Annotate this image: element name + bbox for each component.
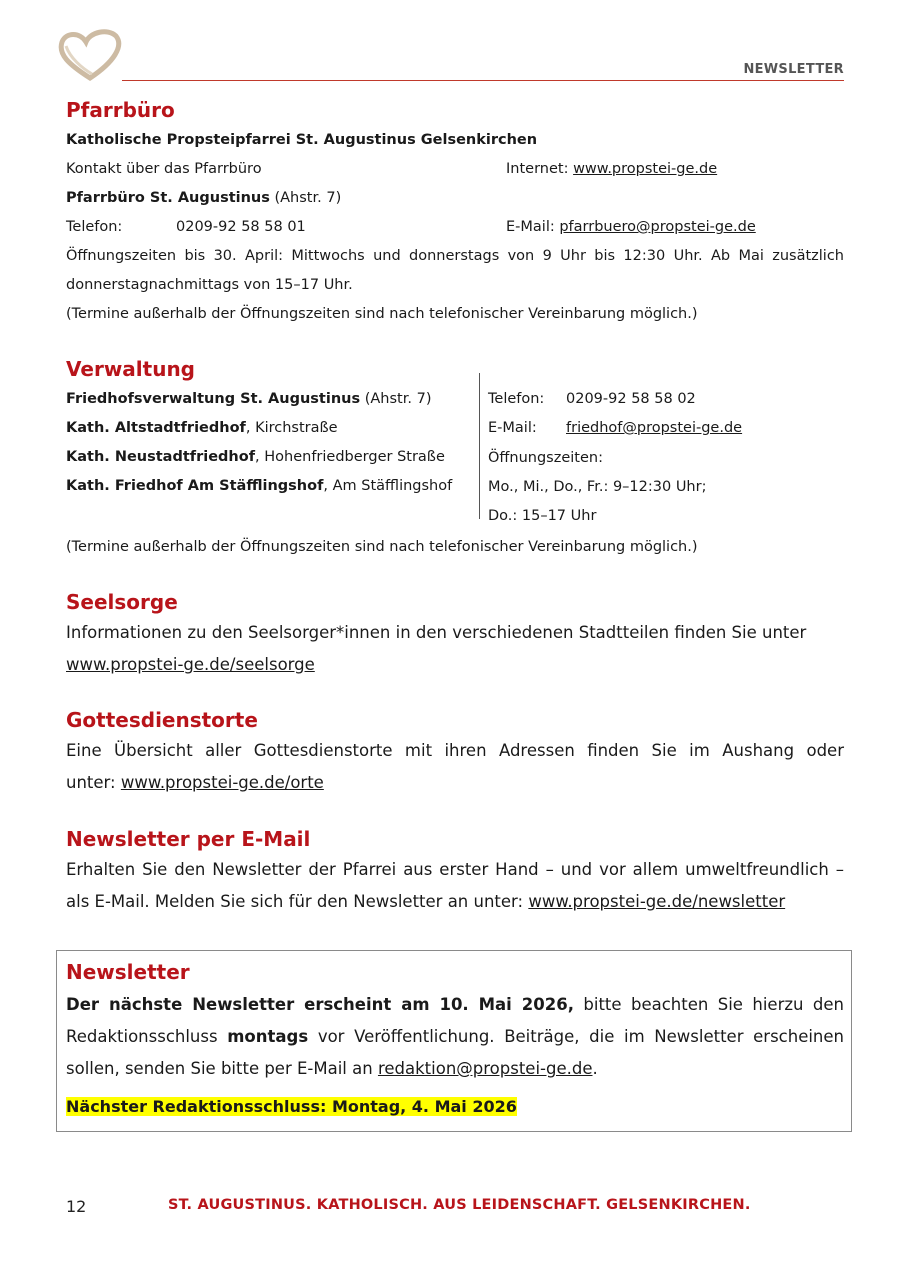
section-title: Verwaltung bbox=[66, 357, 195, 381]
hours-text-2: donnerstagnachmittags von 15–17 Uhr. bbox=[66, 277, 353, 293]
phone-number: 0209-92 58 58 01 bbox=[176, 219, 306, 235]
section-verwaltung bbox=[66, 356, 844, 562]
box-text: bitte beachten Sie hierzu den bbox=[573, 995, 844, 1014]
phone-label: Telefon: bbox=[66, 219, 123, 235]
footer-slogan: ST. AUGUSTINUS. KATHOLISCH. AUS LEIDENSCHAFT. GELSENKIRCHEN. bbox=[168, 1197, 751, 1213]
header-rule bbox=[122, 80, 844, 81]
hours-label: Öffnungszeiten: bbox=[488, 450, 603, 466]
appointment-note: (Termine außerhalb der Öffnungszeiten sind nach telefonischer Vereinbarung möglich.) bbox=[66, 306, 698, 322]
seelsorge-text: Informationen zu den Seelsorger*innen in den verschiedenen Stadtteilen finden Sie unter bbox=[66, 623, 807, 642]
gottesdienstorte-text: Eine Übersicht aller Gottesdienstorte mit ihren Adressen finden Sie im Aushang oder bbox=[66, 741, 844, 760]
seelsorge-link[interactable]: www.propstei-ge.de/seelsorge bbox=[66, 655, 315, 674]
column-divider bbox=[479, 373, 480, 519]
email-link[interactable]: friedhof@propstei-ge.de bbox=[566, 420, 743, 436]
section-newsletter-email bbox=[66, 826, 844, 918]
email-label: E-Mail: bbox=[488, 420, 537, 436]
list-item: Kath. Friedhof Am Stäfflingshof, Am Stäfflingshof bbox=[66, 478, 453, 494]
section-title: Gottesdienstorte bbox=[66, 708, 258, 732]
section-title: Newsletter per E-Mail bbox=[66, 827, 311, 851]
page-number: 12 bbox=[66, 1197, 87, 1216]
box-text: . bbox=[592, 1059, 598, 1078]
internet-label: Internet: bbox=[506, 161, 569, 177]
box-bold-intro: Der nächste Newsletter erscheint am 10. Mai 2026, bbox=[66, 995, 574, 1014]
box-text: Redaktionsschluss bbox=[66, 1027, 228, 1046]
box-title: Newsletter bbox=[66, 960, 190, 984]
hours-line: Mo., Mi., Do., Fr.: 9–12:30 Uhr; bbox=[488, 479, 707, 495]
section-title: Seelsorge bbox=[66, 590, 178, 614]
list-item: Kath. Neustadtfriedhof, Hohenfriedberger Straße bbox=[66, 449, 445, 465]
list-item: Kath. Altstadtfriedhof, Kirchstraße bbox=[66, 420, 338, 436]
section-pfarrbuero bbox=[66, 97, 844, 329]
newsletter-link[interactable]: www.propstei-ge.de/newsletter bbox=[528, 892, 786, 911]
heart-logo-icon bbox=[56, 28, 124, 82]
office-name: Pfarrbüro St. Augustinus bbox=[66, 190, 270, 206]
newsletter-box bbox=[56, 950, 852, 1132]
section-seelsorge bbox=[66, 589, 844, 681]
internet-link[interactable]: www.propstei-ge.de bbox=[573, 161, 718, 177]
email-link[interactable]: pfarrbuero@propstei-ge.de bbox=[559, 219, 756, 235]
redaktion-email-link[interactable]: redaktion@propstei-ge.de bbox=[377, 1059, 593, 1078]
hours-text: Öffnungszeiten bis 30. April: Mittwochs und donnerstags von 9 Uhr bis 12:30 Uhr. Ab Mai zusätzlich bbox=[66, 248, 844, 264]
newsletter-email-text-2: als E-Mail. Melden Sie sich für den Newsletter an unter: bbox=[66, 892, 529, 911]
header-label: NEWSLETTER bbox=[743, 62, 844, 77]
list-item: Friedhofsverwaltung St. Augustinus (Ahstr. 7) bbox=[66, 391, 432, 407]
contact-text: Kontakt über das Pfarrbüro bbox=[66, 161, 262, 177]
gottesdienstorte-link[interactable]: www.propstei-ge.de/orte bbox=[120, 773, 324, 792]
box-text: sollen, senden Sie bitte per E-Mail an bbox=[66, 1059, 378, 1078]
deadline-highlight: Nächster Redaktionsschluss: Montag, 4. Mai 2026 bbox=[66, 1097, 517, 1116]
phone-number: 0209-92 58 58 02 bbox=[566, 391, 696, 407]
org-name: Katholische Propsteipfarrei St. Augustinus Gelsenkirchen bbox=[66, 132, 538, 148]
box-text: vor Veröffentlichung. Beiträge, die im Newsletter erscheinen bbox=[308, 1027, 844, 1046]
section-title: Pfarrbüro bbox=[66, 98, 175, 122]
hours-line: Do.: 15–17 Uhr bbox=[488, 508, 597, 524]
office-address: (Ahstr. 7) bbox=[274, 190, 342, 206]
newsletter-email-text: Erhalten Sie den Newsletter der Pfarrei aus erster Hand – und vor allem umweltfreundlich – bbox=[66, 860, 844, 879]
appointment-note: (Termine außerhalb der Öffnungszeiten sind nach telefonischer Vereinbarung möglich.) bbox=[66, 539, 698, 555]
box-bold-mondays: montags bbox=[227, 1027, 309, 1046]
section-gottesdienstorte bbox=[66, 707, 844, 799]
email-label: E-Mail: bbox=[506, 219, 555, 235]
gottesdienstorte-text-2: unter: bbox=[66, 773, 121, 792]
phone-label: Telefon: bbox=[488, 391, 545, 407]
